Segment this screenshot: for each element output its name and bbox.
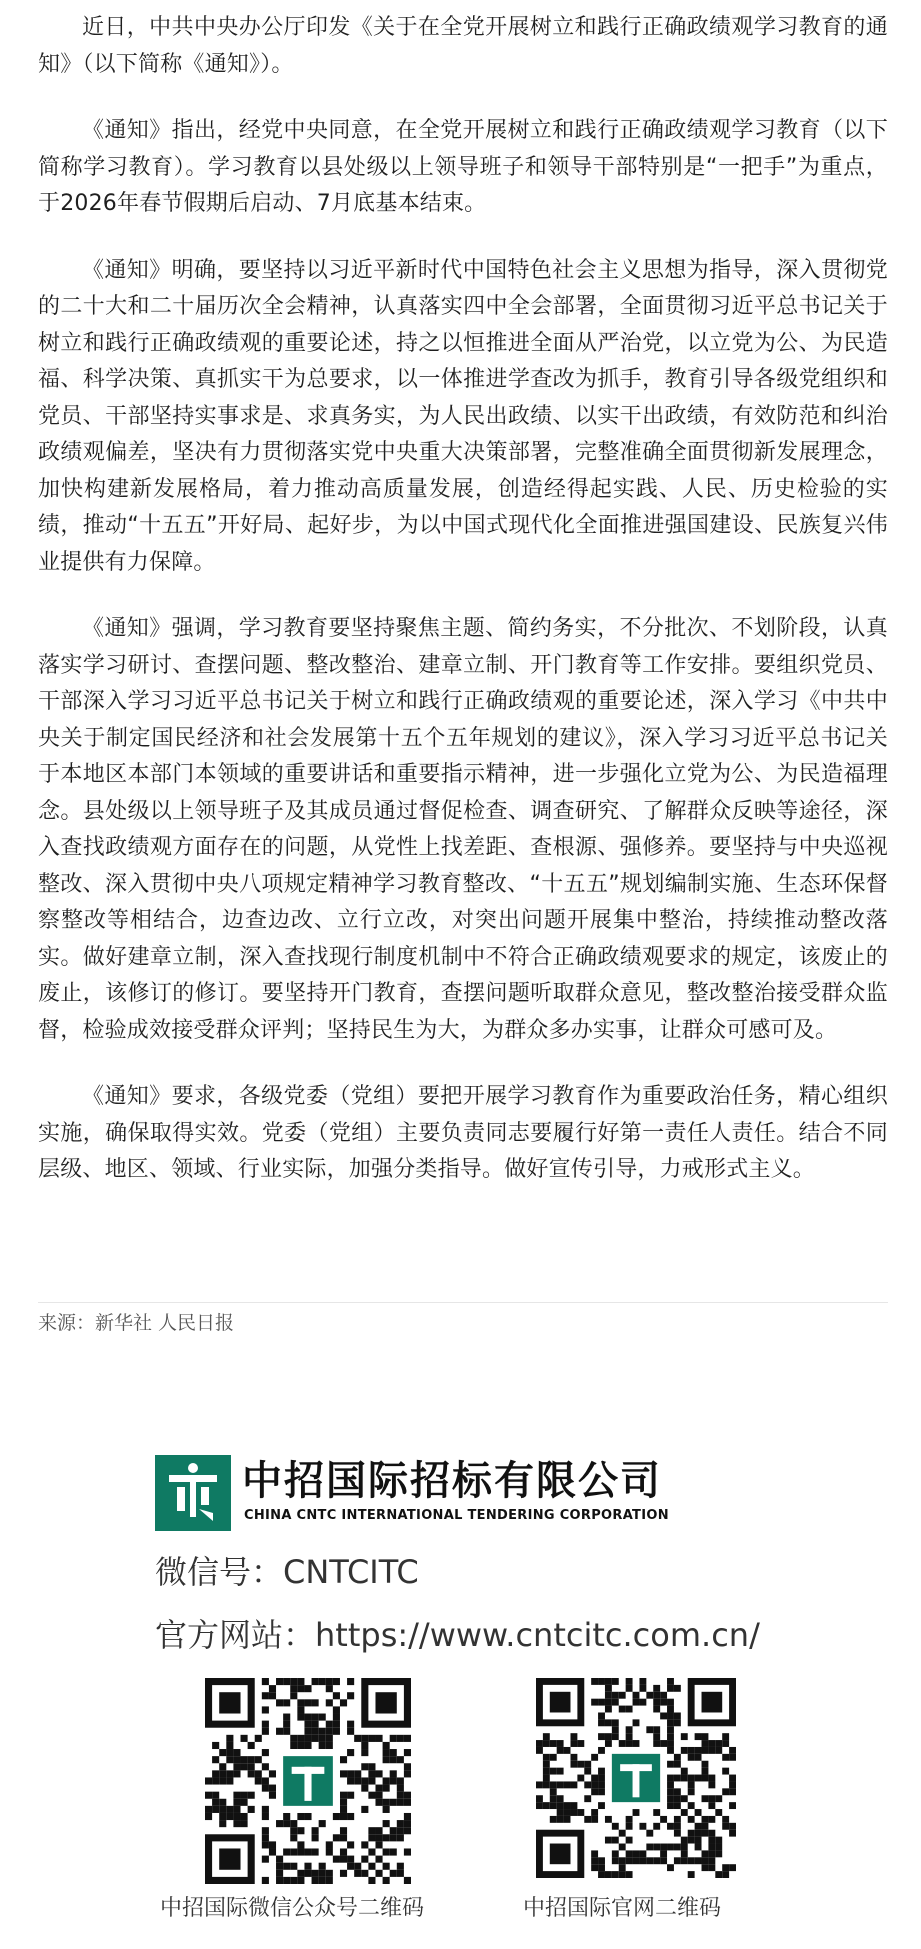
wechat-id: 微信号：CNTCITC [155,1553,419,1591]
paragraph-3: 《通知》明确，要坚持以习近平新时代中国特色社会主义思想为指导，深入贯彻党的二十大和二十届历次全会精神，认真落实四中全会部署，全面贯彻习近平总书记关于树立和践行正确政绩观的重要论述，持之以恒推进全面从严治党，以立党为公、为民造福、科学决策、真抓实干为总要求，以一体推进学查改为抓手，教育引导各级党组织和党员、干部坚持实事求是、求真务实，为人民出政绩、以实干出政绩，有效防范和纠治政绩观偏差，坚决有力贯彻落实党中央重大决策部署，完整准确全面贯彻新发展理念，加快构建新发展格局，着力推动高质量发展，创造经得起实践、人民、历史检验的实绩，推动“十五五”开好局、起好步，为以中国式现代化全面推进强国建设、民族复兴伟业提供有力保障。 [38,257,888,575]
source-line: 来源：新华社 人民日报 [38,1312,235,1334]
qr-code-icon [205,1678,411,1884]
paragraph-2: 《通知》指出，经党中央同意，在全党开展树立和践行正确政绩观学习教育（以下简称学习教育）。学习教育以县处级以上领导班子和领导干部特别是“一把手”为重点，于2026年春节假期后启动、7月底基本结束。 [38,118,888,216]
cntc-logo-icon [155,1455,231,1531]
company-name-cn: 中招国际招标有限公司 [242,1458,662,1504]
qr-left-label: 中招国际微信公众号二维码 [160,1896,425,1921]
article-body [38,10,888,1219]
company-name-en: CHINA CNTC INTERNATIONAL TENDERING CORPORATION [244,1508,669,1523]
website-link[interactable]: 官方网站：https://www.cntcitc.com.cn/ [155,1616,760,1654]
company-promo [150,1445,800,1925]
paragraph-1: 近日，中共中央办公厅印发《关于在全党开展树立和践行正确政绩观学习教育的通知》（以下简称《通知》）。 [38,15,888,77]
paragraph-5: 《通知》要求，各级党委（党组）要把开展学习教育作为重要政治任务，精心组织实施，确保取得实效。党委（党组）主要负责同志要履行好第一责任人责任。结合不同层级、地区、领域、行业实际，加强分类指导。做好宣传引导，力戒形式主义。 [38,1084,888,1182]
divider [38,1302,888,1303]
paragraph-4: 《通知》强调，学习教育要坚持聚焦主题、简约务实，不分批次、不划阶段，认真落实学习研讨、查摆问题、整改整治、建章立制、开门教育等工作安排。要组织党员、干部深入学习习近平总书记关于树立和践行正确政绩观的重要论述，深入学习《中共中央关于制定国民经济和社会发展第十五个五年规划的建议》，深入学习习近平总书记关于本地区本部门本领域的重要讲话和重要指示精神，进一步强化立党为公、为民造福理念。县处级以上领导班子及其成员通过督促检查、调查研究、了解群众反映等途径，深入查找政绩观方面存在的问题，从党性上找差距、查根源、强修养。要坚持与中央巡视整改、深入贯彻中央八项规定精神学习教育整改、“十五五”规划编制实施、生态环保督察整改等相结合，边查边改、立行立改，对突出问题开展集中整治，持续推动整改落实。做好建章立制，深入查找现行制度机制中不符合正确政绩观要求的规定，该废止的废止，该修订的修订。要坚持开门教育，查摆问题听取群众意见，整改整治接受群众监督，检验成效接受群众评判；坚持民生为大，为群众多办实事，让群众可感可及。 [38,616,888,1043]
qr-code-icon [536,1678,736,1878]
qr-right-label: 中招国际官网二维码 [523,1896,722,1921]
